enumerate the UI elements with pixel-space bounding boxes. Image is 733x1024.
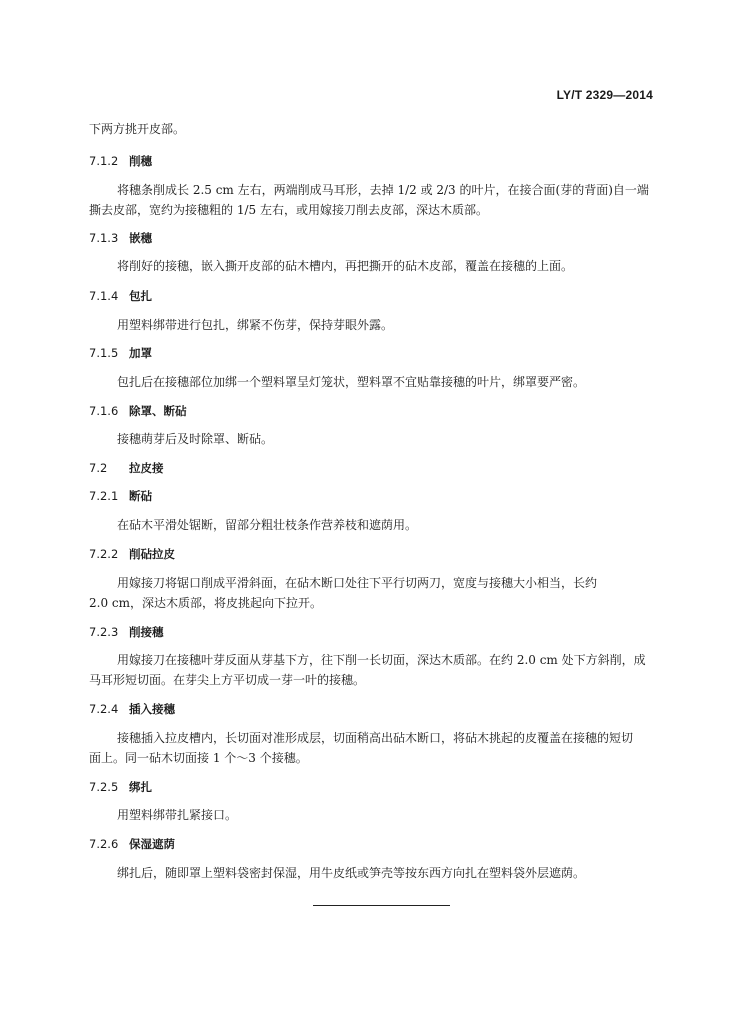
section-number: 7.1.3	[89, 231, 119, 245]
section-title: 绑扎	[129, 780, 152, 794]
paragraph-line: 用塑料绑带进行包扎，绑紧不伤芽，保持芽眼外露。	[117, 318, 394, 332]
section-heading-7-1-5	[89, 346, 152, 360]
document-code: LY/T 2329—2014	[556, 88, 653, 102]
paragraph-line: 将穗条削成长 2.5 cm 左右，两端削成马耳形，去掉 1/2 或 2/3 的叶片，在接合面(芽的背面)自一端	[117, 183, 649, 197]
paragraph-line: 在砧木平滑处锯断，留部分粗壮枝条作营养枝和遮荫用。	[117, 518, 418, 532]
continued-text-line: 下两方挑开皮部。	[89, 122, 186, 136]
paragraph-line: 用塑料绑带扎紧接口。	[117, 808, 238, 822]
section-title: 削穗	[129, 154, 152, 168]
section-title: 插入接穗	[129, 702, 175, 716]
section-number: 7.1.2	[89, 154, 119, 168]
paragraph-line: 用嫁接刀在接穗叶芽反面从芽基下方，往下削一长切面，深达木质部。在约 2.0 cm 处下方斜削，成	[117, 653, 646, 667]
paragraph-line: 2.0 cm，深达木质部，将皮挑起向下拉开。	[89, 596, 322, 610]
section-title: 削砧拉皮	[129, 547, 175, 561]
section-heading-7-2-4	[89, 702, 175, 716]
paragraph-line: 接穗插入拉皮槽内，长切面对准形成层，切面稍高出砧木断口，将砧木挑起的皮覆盖在接穗的短切	[117, 731, 634, 745]
section-heading-7-1-6	[89, 404, 187, 418]
section-number: 7.2.4	[89, 702, 119, 716]
section-title: 断砧	[129, 489, 152, 503]
section-title: 拉皮接	[129, 461, 164, 475]
section-title: 保湿遮荫	[129, 837, 175, 851]
section-heading-7-2-5	[89, 780, 152, 794]
paragraph-line: 包扎后在接穗部位加绑一个塑料罩呈灯笼状，塑料罩不宜贴靠接穗的叶片，绑罩要严密。	[117, 375, 586, 389]
paragraph-line: 马耳形短切面。在芽尖上方平切成一芽一叶的接穗。	[89, 673, 366, 687]
section-title: 包扎	[129, 289, 152, 303]
section-heading-7-2-6	[89, 837, 175, 851]
section-number: 7.1.6	[89, 404, 119, 418]
paragraph-line: 接穗萌芽后及时除罩、断砧。	[117, 432, 274, 446]
section-number: 7.2.5	[89, 780, 119, 794]
section-number: 7.2	[89, 461, 108, 475]
section-heading-7-1-2	[89, 154, 152, 168]
section-number: 7.1.4	[89, 289, 119, 303]
section-heading-7-2-1	[89, 489, 152, 503]
section-title: 嵌穗	[129, 231, 152, 245]
section-heading-7-2-3	[89, 625, 164, 639]
paragraph-line: 用嫁接刀将锯口削成平滑斜面，在砧木断口处往下平行切两刀，宽度与接穗大小相当，长约	[117, 576, 598, 590]
section-heading-7-1-3	[89, 231, 152, 245]
section-heading-7-2-2	[89, 547, 175, 561]
section-title: 削接穗	[129, 625, 164, 639]
section-number: 7.2.3	[89, 625, 119, 639]
section-number: 7.2.2	[89, 547, 119, 561]
section-heading-7-1-4	[89, 289, 152, 303]
section-number: 7.2.1	[89, 489, 119, 503]
paragraph-line: 绑扎后，随即罩上塑料袋密封保湿，用牛皮纸或笋壳等按东西方向扎在塑料袋外层遮荫。	[117, 866, 586, 880]
section-heading-7-2	[89, 461, 164, 475]
section-number: 7.1.5	[89, 346, 119, 360]
paragraph-line: 面上。同一砧木切面接 1 个～3 个接穗。	[89, 751, 308, 765]
section-title: 除罩、断砧	[129, 404, 187, 418]
section-title: 加罩	[129, 346, 152, 360]
paragraph-line: 将削好的接穗，嵌入撕开皮部的砧木槽内，再把撕开的砧木皮部，覆盖在接穗的上面。	[117, 259, 574, 273]
section-number: 7.2.6	[89, 837, 119, 851]
end-of-document-rule	[313, 905, 450, 906]
paragraph-line: 撕去皮部，宽约为接穗粗的 1/5 左右，或用嫁接刀削去皮部，深达木质部。	[89, 203, 488, 217]
